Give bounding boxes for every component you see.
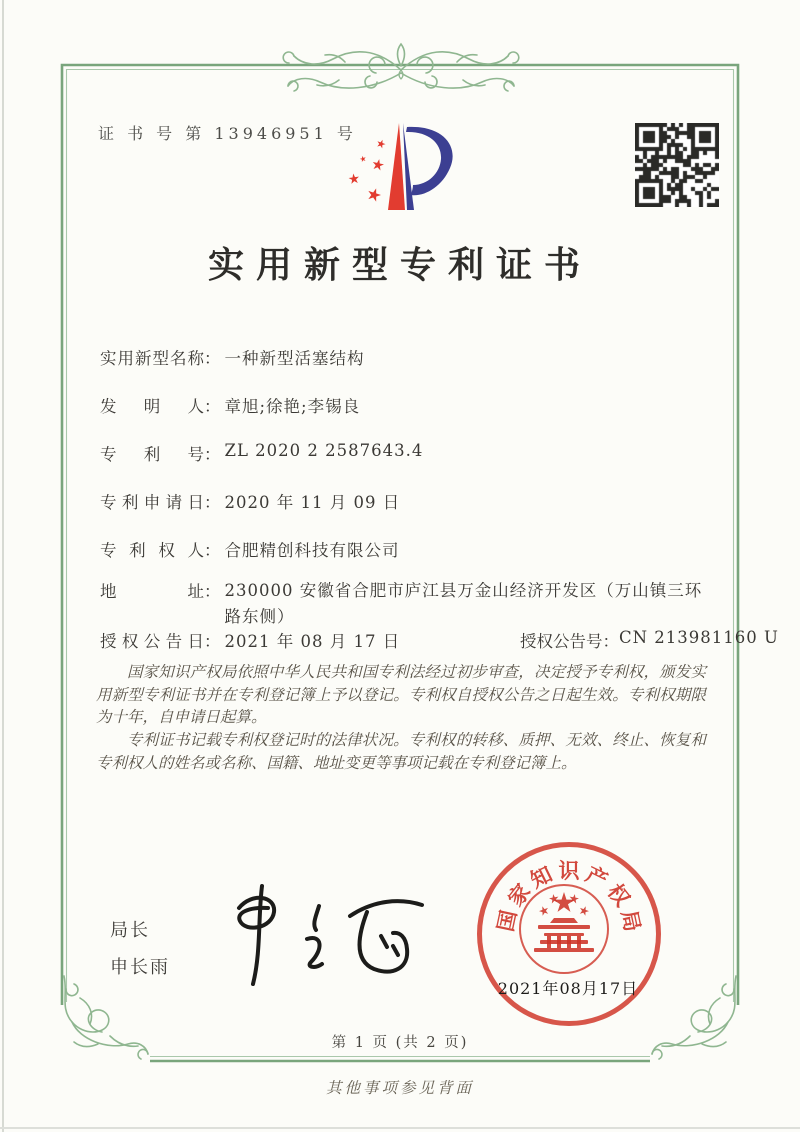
field-label: 实用新型名称	[100, 349, 204, 368]
seal-char: 权	[602, 878, 636, 911]
grant-no-pair	[520, 628, 779, 652]
chief-name-label: 申长雨	[110, 957, 170, 978]
colon: ：	[204, 445, 221, 464]
field-label: 专利申请日	[100, 493, 204, 512]
seal-char: 产	[581, 861, 612, 893]
grant-date-value: 2021 年 08 月 17 日	[224, 632, 401, 651]
back-note: 其他事项参见背面	[325, 1079, 474, 1097]
bottom-right-corner-ornament	[650, 974, 750, 1074]
seal-char: 国	[492, 907, 522, 934]
field-row-inventors	[100, 393, 660, 417]
bottom-left-corner-ornament	[50, 974, 150, 1074]
legal-paragraph-2: 专利证书记载专利权登记时的法律状况。专利权的转移、质押、无效、终止、恢复和专利权人的姓名或名称、国籍、地址变更等事项记载在专利登记簿上。	[96, 730, 706, 772]
qr-code	[635, 123, 719, 207]
certificate-number: 证 书 号 第 13946951 号	[98, 124, 357, 143]
seal-char: 家	[502, 878, 536, 911]
seal-char: 知	[526, 861, 557, 893]
cnipa-logo	[348, 116, 478, 221]
field-value: 章旭;徐艳;李锡良	[224, 397, 361, 416]
chief-title-label: 局长	[110, 920, 150, 941]
seal-date: 2021年08月17日	[497, 979, 639, 998]
field-value: 一种新型活塞结构	[224, 349, 365, 368]
colon: ：	[204, 493, 221, 512]
legal-text	[96, 661, 706, 774]
colon: ：	[204, 397, 221, 416]
colon: ：	[204, 632, 221, 651]
field-value: 2020 年 11 月 09 日	[224, 493, 401, 512]
seal-char: 识	[558, 858, 580, 883]
top-flourish-ornament	[281, 36, 521, 100]
field-row-patent-no	[100, 441, 660, 465]
field-row-name	[100, 345, 660, 369]
field-row-grant	[100, 628, 779, 652]
colon: ：	[204, 541, 221, 560]
field-label: 地址	[100, 582, 204, 601]
field-label: 专利号	[100, 445, 204, 464]
field-label: 授权公告日	[100, 632, 204, 651]
field-value: 合肥精创科技有限公司	[224, 541, 400, 560]
field-row-patentee	[100, 537, 660, 561]
field-label: 发明人	[100, 397, 204, 416]
certificate-title: 实用新型专利证书	[207, 244, 592, 286]
field-value: 230000 安徽省合肥市庐江县万金山经济开发区（万山镇三环路东侧）	[224, 581, 703, 626]
grant-no-value: CN 213981160 U	[619, 628, 779, 647]
legal-paragraph-1: 国家知识产权局依照中华人民共和国专利法经过初步审查，决定授予专利权，颁发实用新型专利证书并在专利登记簿上予以登记。专利权自授权公告之日起生效。专利权期限为十年，自申请日起算。	[96, 663, 706, 727]
seal-char: 局	[616, 907, 646, 934]
page-number: 第 1 页 (共 2 页)	[331, 1035, 469, 1051]
colon: ：	[204, 582, 221, 601]
field-label: 专利权人	[100, 541, 204, 560]
handwritten-signature	[224, 876, 434, 991]
colon: ：	[204, 349, 221, 368]
colon: ：	[602, 632, 619, 651]
field-row-filing-date	[100, 489, 660, 513]
field-value: ZL 2020 2 2587643.4	[224, 441, 424, 460]
field-label: 授权公告号	[520, 632, 603, 651]
field-row-address	[100, 578, 703, 629]
